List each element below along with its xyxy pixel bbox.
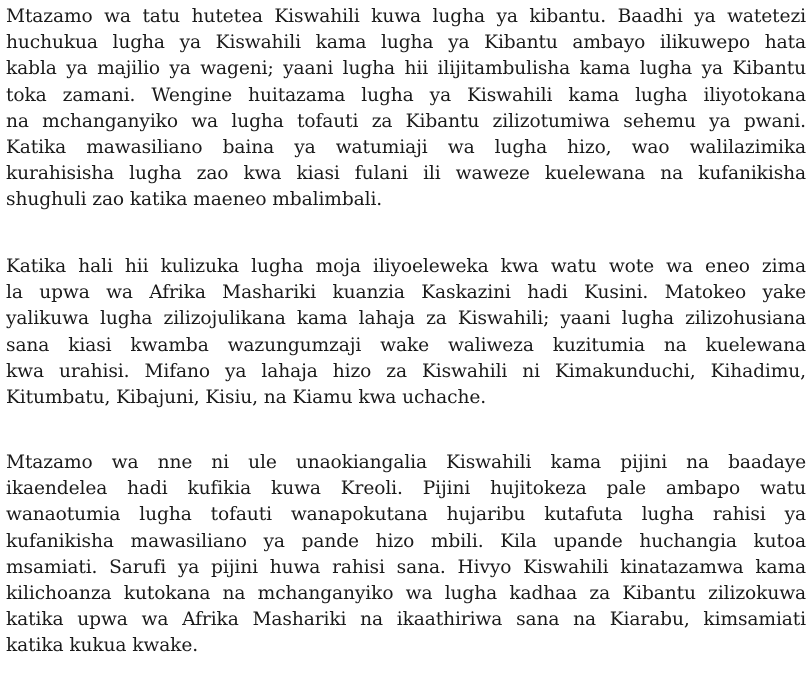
text-line: na mchanganyiko wa lugha tofauti za Kibantu zilizotumiwa sehemu ya pwani. (6, 110, 806, 132)
text-line: Katika hali hii kulizuka lugha moja iliyoeleweka kwa watu wote wa eneo zima (6, 256, 806, 277)
paragraph-1 (6, 4, 806, 214)
text-line: la upwa wa Afrika Mashariki kuanzia Kaskazini hadi Kusini. Matokeo yake (6, 282, 806, 304)
text-line: Mtazamo wa nne ni ule unaokiangalia Kiswahili kama pijini na baadaye (6, 452, 806, 473)
text-line: Kitumbatu, Kibajuni, Kisiu, na Kiamu kwa uchache. (6, 386, 487, 408)
text-line: msamiati. Sarufi ya pijini huwa rahisi sana. Hivyo Kiswahili kinatazamwa kama (6, 556, 806, 578)
text-line: shughuli zao katika maeneo mbalimbali. (6, 189, 383, 211)
text-line: katika upwa wa Afrika Mashariki na ikaathiriwa sana na Kiarabu, kimsamiati (6, 609, 806, 631)
text-line: sana kiasi kwamba wazungumzaji wake waliweza kuzitumia na kuelewana (6, 334, 806, 356)
text-line: Mtazamo wa tatu hutetea Kiswahili kuwa lugha ya kibantu. Baadhi ya watetezi (6, 6, 806, 27)
text-line: Katika mawasiliano baina ya watumiaji wa lugha hizo, wao walilazimika (6, 136, 806, 158)
text-line: kwa urahisi. Mifano ya lahaja hizo za Kiswahili ni Kimakunduchi, Kihadimu, (6, 360, 806, 382)
text-line: yalikuwa lugha zilizojulikana kama lahaja za Kiswahili; yaani lugha zilizohusiana (6, 308, 806, 330)
text-line: kabla ya majilio ya wageni; yaani lugha hii ilijitambulisha kama lugha ya Kibantu (6, 58, 806, 80)
text-line: katika kukua kwake. (6, 635, 199, 657)
text-line: wanaotumia lugha tofauti wanapokutana hujaribu kutafuta lugha rahisi ya (6, 504, 806, 526)
text-line: huchukua lugha ya Kiswahili kama lugha ya Kibantu ambayo ilikuwepo hata (6, 32, 806, 54)
paragraph-3 (6, 450, 806, 660)
paragraph-2 (6, 254, 806, 411)
text-line: toka zamani. Wengine huitazama lugha ya Kiswahili kama lugha iliyotokana (6, 84, 806, 106)
text-line: kurahisisha lugha zao kwa kiasi fulani ili waweze kuelewana na kufanikisha (6, 163, 806, 185)
text-line: ikaendelea hadi kufikia kuwa Kreoli. Pijini hujitokeza pale ambapo watu (6, 478, 806, 500)
text-line: kilichoanza kutokana na mchanganyiko wa lugha kadhaa za Kibantu zilizokuwa (6, 582, 806, 604)
text-line: kufanikisha mawasiliano ya pande hizo mbili. Kila upande huchangia kutoa (6, 530, 806, 552)
